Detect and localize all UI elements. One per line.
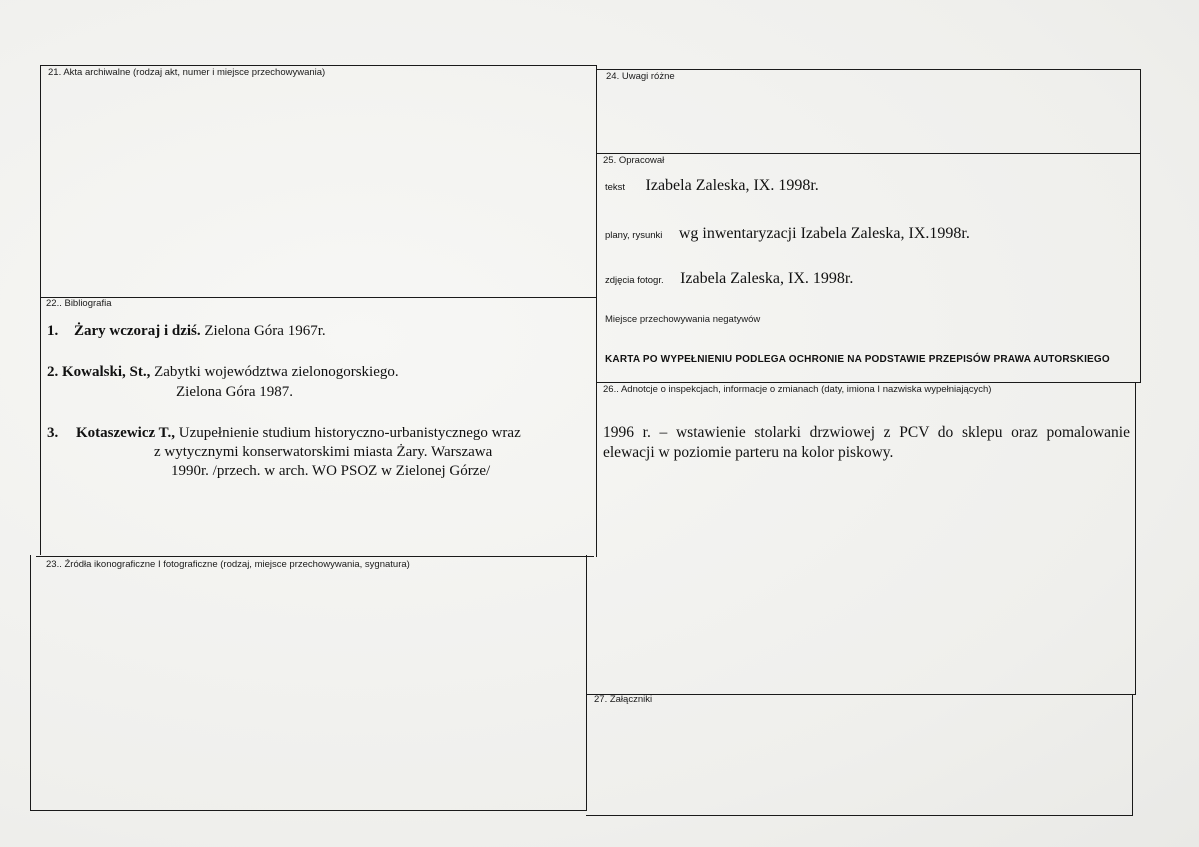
section-22-label: 22.. Bibliografia: [46, 298, 112, 309]
center-divider-lower: [586, 555, 587, 811]
frame-right-mid: [1135, 382, 1136, 695]
frame-bottom-left: [30, 810, 586, 811]
divider-24-25: [597, 153, 1141, 154]
copyright-warning: KARTA PO WYPEŁNIENIU PODLEGA OCHRONIE NA PODSTAWIE PRZEPISÓW PRAWA AUTORSKIEGO: [605, 354, 1110, 365]
bibliography-number: 2.: [47, 364, 59, 380]
frame-right-lower: [1132, 694, 1133, 816]
section-24-label: 24. Uwagi różne: [606, 71, 675, 82]
plans-drawings-row: [605, 225, 970, 243]
bibliography-number: 1.: [47, 323, 59, 339]
bibliography-author: Kowalski, St.,: [62, 364, 151, 380]
bibliography-entry-3-continuation: z wytycznymi konserwatorskimi miasta Żary. Warszawa: [154, 444, 493, 460]
author-text-label: tekst: [605, 182, 626, 193]
center-divider-upper: [596, 65, 597, 557]
bibliography-number: 3.: [47, 425, 59, 441]
frame-right-upper: [1140, 69, 1141, 383]
divider-21-22: [40, 297, 597, 298]
frame-top-right: [597, 69, 1141, 70]
bibliography-author: Żary wczoraj i dziś.: [74, 323, 201, 339]
frame-top-left: [40, 65, 597, 66]
section-21-label: 21. Akta archiwalne (rodzaj akt, numer i miejsce przechowywania): [48, 67, 326, 78]
inspection-note: 1996 r. – wstawienie stolarki drzwiowej z PCV do sklepu oraz pomalowanie elewacji w poziomie parteru na kolor piskowy.: [603, 424, 1130, 461]
bibliography-title: Zielona Góra 1967r.: [200, 323, 326, 339]
frame-left-lower: [30, 555, 31, 810]
author-text-value: Izabela Zaleska, IX. 1998r.: [645, 177, 819, 194]
negatives-location-label: Miejsce przechowywania negatywów: [605, 314, 761, 325]
section-27-label: 27. Załączniki: [594, 694, 653, 705]
author-text-row: [605, 177, 819, 195]
photos-value: Izabela Zaleska, IX. 1998r.: [680, 270, 854, 287]
bibliography-entry-3-continuation: 1990r. /przech. w arch. WO PSOZ w Zielonej Górze/: [171, 463, 491, 479]
plans-drawings-value: wg inwentaryzacji Izabela Zaleska, IX.1998r.: [678, 225, 970, 242]
section-23-label: 23.. Źródła ikonograficzne I fotograficzne (rodzaj, miejsce przechowywania, sygnatura): [46, 559, 410, 570]
bibliography-author: Kotaszewicz T.,: [76, 425, 176, 441]
plans-drawings-label: plany, rysunki: [605, 230, 663, 241]
photos-row: [605, 270, 853, 288]
frame-left-upper: [40, 65, 41, 555]
photos-label: zdjęcia fotogr.: [605, 275, 664, 286]
section-25-label: 25. Opracował: [603, 155, 665, 166]
divider-26-27: [586, 694, 1136, 695]
frame-bottom-right: [586, 815, 1133, 816]
bibliography-title: Uzupełnienie studium historyczno-urbanistycznego wraz: [175, 425, 521, 441]
bibliography-entry-2: [47, 363, 399, 382]
bibliography-title: Zabytki województwa zielonogorskiego.: [150, 364, 399, 380]
divider-25-26: [597, 382, 1140, 383]
section-26-label: 26.. Adnotcje o inspekcjach, informacje o zmianach (daty, imiona I nazwiska wypełniających): [603, 384, 992, 395]
bibliography-entry-2-continuation: Zielona Góra 1987.: [176, 384, 294, 400]
divider-22-23: [36, 556, 594, 557]
bibliography-entry-1: [47, 322, 326, 341]
bibliography-entry-3: [47, 424, 521, 443]
